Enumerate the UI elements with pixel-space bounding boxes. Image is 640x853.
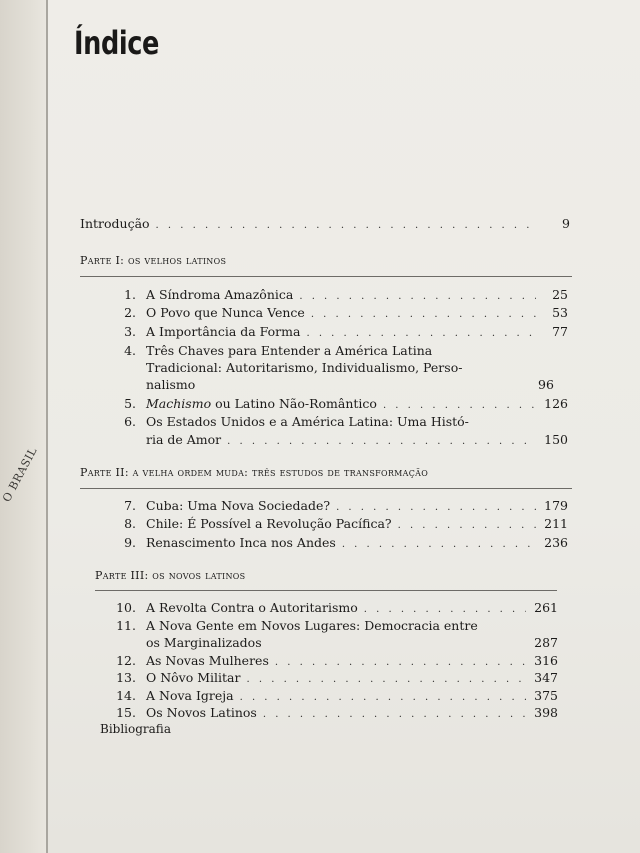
toc-entry	[110, 414, 568, 429]
part-divider	[95, 590, 557, 591]
chapter-page: 126	[544, 396, 568, 411]
toc-entry	[110, 705, 558, 722]
part-heading	[80, 254, 226, 267]
chapter-title: Cuba: Uma Nova Sociedade?	[146, 498, 331, 513]
dot-leader	[364, 602, 526, 617]
part-heading	[80, 466, 428, 479]
chapter-number: 12.	[116, 653, 136, 668]
dot-leader	[383, 398, 536, 413]
chapter-page: 398	[534, 705, 558, 720]
chapter-title: O Povo que Nunca Vence	[146, 305, 305, 320]
chapter-page: 316	[534, 653, 558, 668]
chapter-title: Os Estados Unidos e a América Latina: Uma Histó-	[146, 414, 469, 429]
toc-entry	[110, 324, 568, 341]
toc-entry	[110, 618, 558, 633]
toc-entry	[110, 688, 558, 705]
chapter-number: 5.	[124, 396, 136, 411]
chapter-title-line2: os Marginalizados	[146, 635, 262, 650]
dot-leader	[227, 434, 536, 449]
chapter-page: 77	[552, 324, 568, 339]
part-label: Parte I:	[80, 254, 125, 267]
chapter-page: 96	[538, 377, 554, 392]
chapter-page: 179	[544, 498, 568, 513]
chapter-title: O Nôvo Militar	[146, 670, 241, 685]
chapter-number: 13.	[116, 670, 136, 685]
chapter-number: 4.	[124, 343, 136, 358]
chapter-page: 261	[534, 600, 558, 615]
chapter-page: 25	[552, 287, 568, 302]
chapter-page: 287	[534, 635, 558, 650]
chapter-title: Renascimento Inca nos Andes	[146, 535, 336, 550]
chapter-number: 11.	[116, 618, 136, 633]
toc-entry-introducao	[80, 216, 570, 233]
chapter-number: 8.	[124, 516, 136, 531]
dot-leader	[263, 707, 526, 722]
chapter-number: 15.	[116, 705, 136, 720]
dot-leader	[306, 326, 536, 341]
chapter-title-line2: ria de Amor	[146, 432, 222, 447]
dot-leader	[247, 672, 527, 687]
chapter-number: 1.	[124, 287, 136, 302]
toc-entry	[110, 535, 568, 552]
part-divider	[80, 276, 572, 277]
part-label: Parte III:	[95, 569, 149, 582]
chapter-number: 7.	[124, 498, 136, 513]
part-heading	[95, 569, 245, 582]
dot-leader	[311, 307, 536, 322]
chapter-number: 14.	[116, 688, 136, 703]
toc-entry-continuation	[146, 432, 568, 449]
part-title: a velha ordem muda: três estudos de transformação	[132, 466, 429, 479]
chapter-page: 236	[544, 535, 568, 550]
chapter-title: Três Chaves para Entender a América Latina	[146, 343, 433, 358]
dot-leader	[275, 655, 526, 670]
part-divider	[80, 488, 572, 489]
chapter-title	[146, 396, 377, 411]
spine-text: O BRASIL	[0, 445, 40, 505]
chapter-page: 375	[534, 688, 558, 703]
chapter-page: 211	[544, 516, 568, 531]
toc-entry	[110, 670, 558, 687]
toc-entry	[110, 600, 558, 617]
chapter-title-italic: Machismo	[146, 396, 212, 411]
entry-title: Introdução	[80, 216, 150, 231]
chapter-number: 9.	[124, 535, 136, 550]
chapter-title: A Nova Gente em Novos Lugares: Democracia entre	[146, 618, 478, 633]
chapter-title: As Novas Mulheres	[146, 653, 269, 668]
dot-leader	[342, 537, 536, 552]
toc-entry-bibliografia: Bibliografia	[100, 722, 171, 736]
entry-page: 9	[562, 216, 570, 231]
chapter-title-line3: nalismo	[146, 377, 196, 392]
toc-entry	[110, 343, 568, 358]
toc-entry	[110, 653, 558, 670]
toc-entry-continuation	[146, 635, 558, 652]
chapter-number: 6.	[124, 414, 136, 429]
chapter-page: 347	[534, 670, 558, 685]
dot-leader	[299, 289, 536, 304]
dot-leader	[156, 218, 538, 233]
part-title: os velhos latinos	[127, 254, 227, 267]
dot-leader	[398, 518, 536, 533]
chapter-title: Chile: É Possível a Revolução Pacífica?	[146, 516, 392, 531]
dot-leader	[336, 500, 536, 515]
dot-leader	[240, 690, 526, 705]
chapter-page: 150	[544, 432, 568, 447]
page-title: Índice	[74, 24, 159, 62]
toc-entry	[110, 516, 568, 533]
chapter-title-rest: ou Latino Não-Romântico	[211, 396, 377, 411]
chapter-title: A Nova Igreja	[146, 688, 234, 703]
toc-entry	[110, 287, 568, 304]
chapter-title-line2: Tradicional: Autoritarismo, Individualismo, Perso-	[146, 360, 463, 375]
chapter-title: A Importância da Forma	[146, 324, 301, 339]
toc-entry	[110, 498, 568, 515]
chapter-title: Os Novos Latinos	[146, 705, 257, 720]
chapter-number: 3.	[124, 324, 136, 339]
chapter-title: A Revolta Contra o Autoritarismo	[146, 600, 358, 615]
chapter-number: 10.	[116, 600, 136, 615]
toc-entry	[110, 396, 568, 413]
chapter-number: 2.	[124, 305, 136, 320]
part-title: os novos latinos	[152, 569, 246, 582]
chapter-title: A Síndroma Amazônica	[146, 287, 294, 302]
part-label: Parte II:	[80, 466, 129, 479]
chapter-page: 53	[552, 305, 568, 320]
toc-entry	[110, 305, 568, 322]
toc-entry-continuation	[146, 377, 568, 394]
